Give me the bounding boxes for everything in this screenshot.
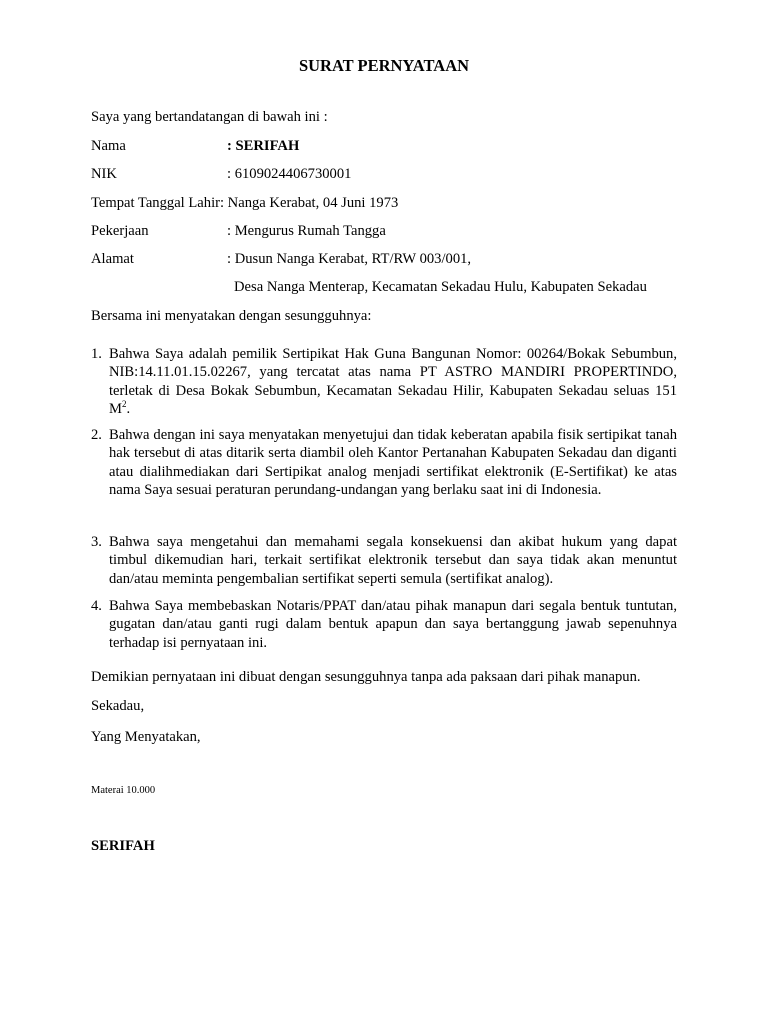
field-nama: [91, 138, 299, 155]
item-text: Bahwa dengan ini saya menyatakan menyetujui dan tidak keberatan apabila fisik sertipikat tanah hak tersebut di atas ditarik serta diambil oleh Kantor Pertanahan Kabupaten Sekadau dan diganti atau dialihmediakan dari Sertipikat analog menjadi sertifikat elektronik (E-Sertifikat) ke atas nama Saya sesuai peraturan perundang-undangan yang berlaku saat ini di Indonesia.: [109, 427, 677, 499]
pekerjaan-value: : Mengurus Rumah Tangga: [227, 223, 386, 239]
field-alamat: [91, 251, 471, 268]
stamp-note: Materai 10.000: [91, 785, 156, 796]
statement-intro: Bersama ini menyatakan dengan sesungguhnya:: [91, 308, 372, 324]
intro-text: Saya yang bertandatangan di bawah ini :: [91, 109, 328, 125]
item-number: 1.: [91, 346, 102, 362]
item-number: 4.: [91, 598, 102, 614]
item-text: Bahwa saya mengetahui dan memahami segala konsekuensi dan akibat hukum yang dapat timbul dikemudian hari, terkait sertifikat elektronik tersebut dan saya tidak akan menuntut dan/atau meminta pengembalian sertifikat seperti semula (sertifikat analog).: [109, 534, 677, 587]
place-text: Sekadau,: [91, 698, 145, 714]
item-text: Bahwa Saya membebaskan Notaris/PPAT dan/atau pihak manapun dari segala bentuk tuntutan, gugatan dan/atau ganti rugi dalam bentuk apapun dan saya bertanggung jawab sepenuhnya terhadap isi pernyataan ini.: [109, 598, 677, 651]
field-ttl: Tempat Tanggal Lahir: Nanga Kerabat, 04 Juni 1973: [91, 195, 399, 211]
item-number: 2.: [91, 427, 102, 443]
nama-label: Nama: [91, 138, 126, 154]
statement-item-3: [91, 533, 677, 588]
signer-label: Yang Menyatakan,: [91, 729, 201, 745]
nik-label: NIK: [91, 166, 117, 182]
statement-item-2: [91, 426, 677, 500]
field-nik: [91, 166, 351, 183]
statement-item-1: [91, 345, 677, 419]
field-pekerjaan: [91, 223, 386, 240]
item-text: Bahwa Saya adalah pemilik Sertipikat Hak Guna Bangunan Nomor: 00264/Bokak Sebumbun, NIB:14.11.01.15.02267, yang tercatat atas nama PT ASTRO MANDIRI PROPERTINDO, terletak di Desa Bokak Sebumbun, Kecamatan Sekadau Hilir, Kabupaten Sekadau seluas 151 M: [109, 346, 677, 418]
item-suffix: .: [126, 401, 131, 418]
closing-text: Demikian pernyataan ini dibuat dengan sesungguhnya tanpa ada paksaan dari pihak manapun.: [91, 669, 641, 685]
alamat-value-line2: Desa Nanga Menterap, Kecamatan Sekadau Hulu, Kabupaten Sekadau: [234, 279, 647, 295]
alamat-value-line1: : Dusun Nanga Kerabat, RT/RW 003/001,: [227, 251, 472, 267]
item-number: 3.: [91, 534, 102, 550]
signer-name: SERIFAH: [91, 838, 155, 854]
alamat-label: Alamat: [91, 251, 134, 267]
nama-value: : SERIFAH: [227, 138, 300, 154]
superscript-2: 2: [121, 399, 127, 410]
nik-value: : 6109024406730001: [227, 166, 352, 182]
document-title: SURAT PERNYATAAN: [298, 56, 470, 75]
statement-item-4: [91, 597, 677, 652]
pekerjaan-label: Pekerjaan: [91, 223, 149, 239]
